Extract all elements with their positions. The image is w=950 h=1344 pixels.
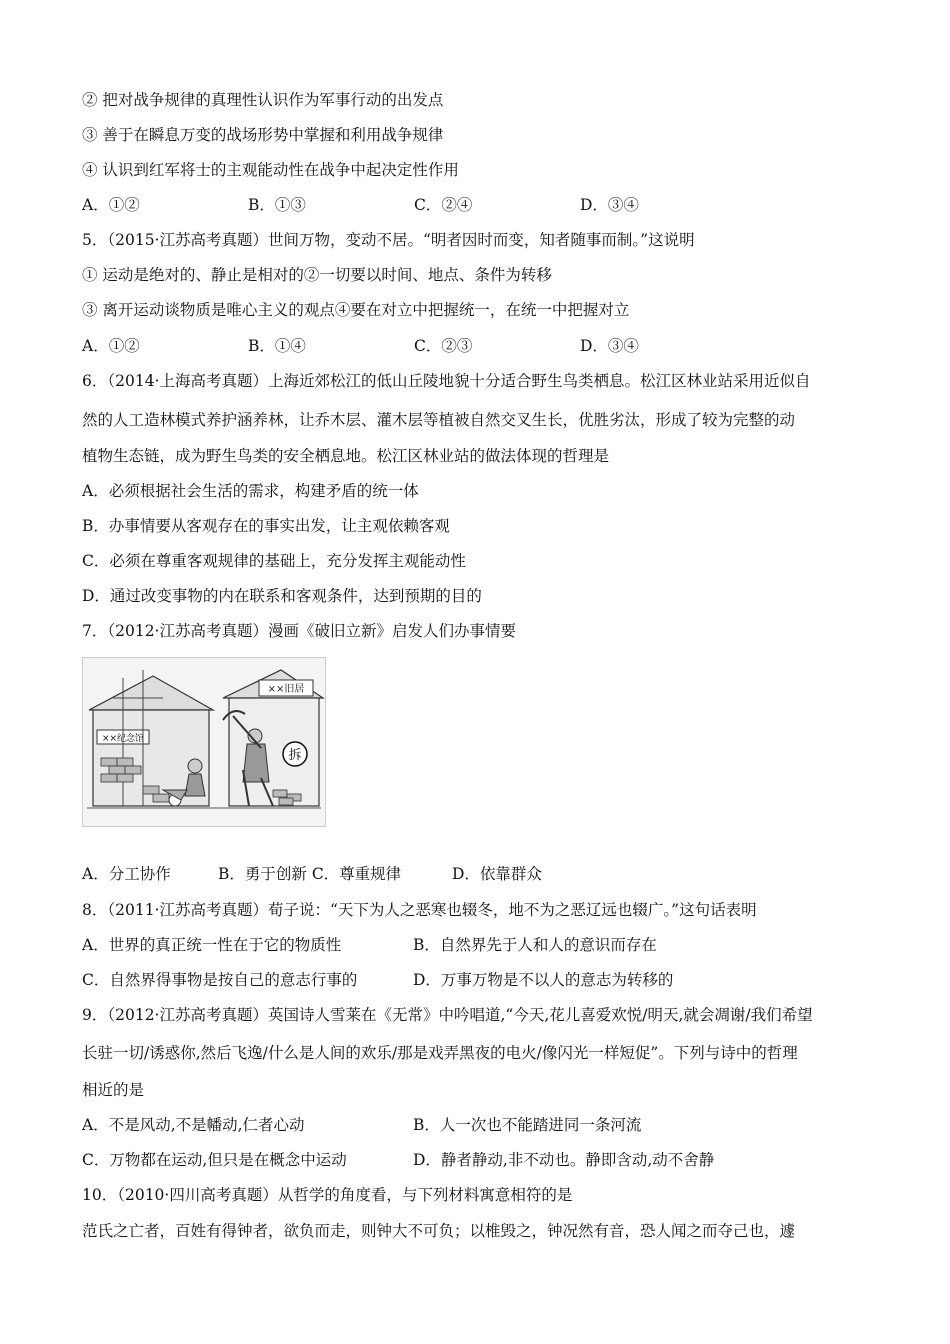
q6-option-b: B．办事情要从客观存在的事实出发，让主观依赖客观 [82, 517, 450, 535]
q5-option-b: B．①④ [248, 337, 306, 355]
cartoon-drawing [83, 658, 325, 826]
sign-right-text: ××旧居 [267, 684, 305, 695]
q9-option-d: D．静者静动,非不动也。静即含动,动不舍静 [413, 1151, 715, 1169]
q5-line-1: ① 运动是绝对的、静止是相对的②一切要以时间、地点、条件为转移 [82, 266, 552, 284]
q6-stem-1: 6．（2014·上海高考真题）上海近郊松江的低山丘陵地貌十分适合野生鸟类栖息。松江区林业站采用近似自 [82, 372, 811, 390]
q4-option-d: D．③④ [580, 196, 639, 214]
demolish-mark-text: 拆 [288, 748, 302, 763]
q6-stem-3: 植物生态链，成为野生鸟类的安全栖息地。松江区林业站的做法体现的哲理是 [82, 447, 610, 465]
q4-option-a: A．①② [82, 196, 140, 214]
q8-option-b: B．自然界先于人和人的意识而存在 [413, 936, 657, 954]
q10-material: 范氏之亡者，百姓有得钟者，欲负而走，则钟大不可负；以椎毁之，钟况然有音，恐人闻之而夺己也，遽 [82, 1222, 796, 1240]
q9-option-b: B．人一次也不能踏进同一条河流 [413, 1116, 642, 1134]
q5-line-2: ③ 离开运动谈物质是唯心主义的观点④要在对立中把握统一，在统一中把握对立 [82, 301, 630, 319]
q4-option-c: C．②④ [414, 196, 473, 214]
q5-stem: 5．（2015·江苏高考真题）世间万物，变动不居。“明者因时而变，知者随事而制。”这说明 [82, 231, 695, 249]
q8-stem: 8．（2011·江苏高考真题）荀子说：“天下为人之恶寒也辍冬，地不为之恶辽远也辍广。”这句话表明 [82, 901, 757, 919]
q7-stem: 7．（2012·江苏高考真题）漫画《破旧立新》启发人们办事情要 [82, 622, 516, 640]
q4-item-4: ④ 认识到红军将士的主观能动性在战争中起决定性作用 [82, 161, 459, 179]
q7-option-a: A．分工协作 [82, 865, 171, 883]
q6-stem-2: 然的人工造林模式养护涵养林，让乔木层、灌木层等植被自然交叉生长，优胜劣汰，形成了较为完整的动 [82, 411, 796, 429]
q8-option-d: D．万事万物是不以人的意志为转移的 [413, 971, 674, 989]
q6-option-a: A．必须根据社会生活的需求，构建矛盾的统一体 [82, 482, 419, 500]
q6-option-c: C．必须在尊重客观规律的基础上，充分发挥主观能动性 [82, 552, 466, 570]
q4-option-b: B．①③ [248, 196, 306, 214]
cartoon-demolish-old [82, 657, 326, 827]
q9-stem-2: 长驻一切/诱惑你,然后飞逸/什么是人间的欢乐/那是戏弄黑夜的电火/像闪光一样短促”。下列与诗中的哲理 [82, 1044, 798, 1062]
q8-option-c: C．自然界得事物是按自己的意志行事的 [82, 971, 358, 989]
q7-option-d: D．依靠群众 [452, 865, 542, 883]
q6-option-d: D．通过改变事物的内在联系和客观条件，达到预期的目的 [82, 587, 482, 605]
q4-item-3: ③ 善于在瞬息万变的战场形势中掌握和利用战争规律 [82, 126, 444, 144]
q5-option-c: C．②③ [414, 337, 473, 355]
q9-option-c: C．万物都在运动,但只是在概念中运动 [82, 1151, 347, 1169]
q5-option-d: D．③④ [580, 337, 639, 355]
q4-item-2: ② 把对战争规律的真理性认识作为军事行动的出发点 [82, 91, 444, 109]
q9-stem-3: 相近的是 [82, 1081, 145, 1099]
q9-option-a: A．不是风动,不是幡动,仁者心动 [82, 1116, 305, 1134]
sign-left-text: ××纪念馆 [101, 734, 145, 744]
q5-option-a: A．①② [82, 337, 140, 355]
q10-stem: 10．（2010·四川高考真题）从哲学的角度看，与下列材料寓意相符的是 [82, 1186, 573, 1204]
q9-stem-1: 9．（2012·江苏高考真题）英国诗人雪莱在《无常》中吟唱道,“今天,花儿喜爱欢悦/明天,就会凋谢/我们希望 [82, 1006, 813, 1024]
q7-option-bc: B．勇于创新 C．尊重规律 [218, 865, 402, 883]
q8-option-a: A．世界的真正统一性在于它的物质性 [82, 936, 342, 954]
